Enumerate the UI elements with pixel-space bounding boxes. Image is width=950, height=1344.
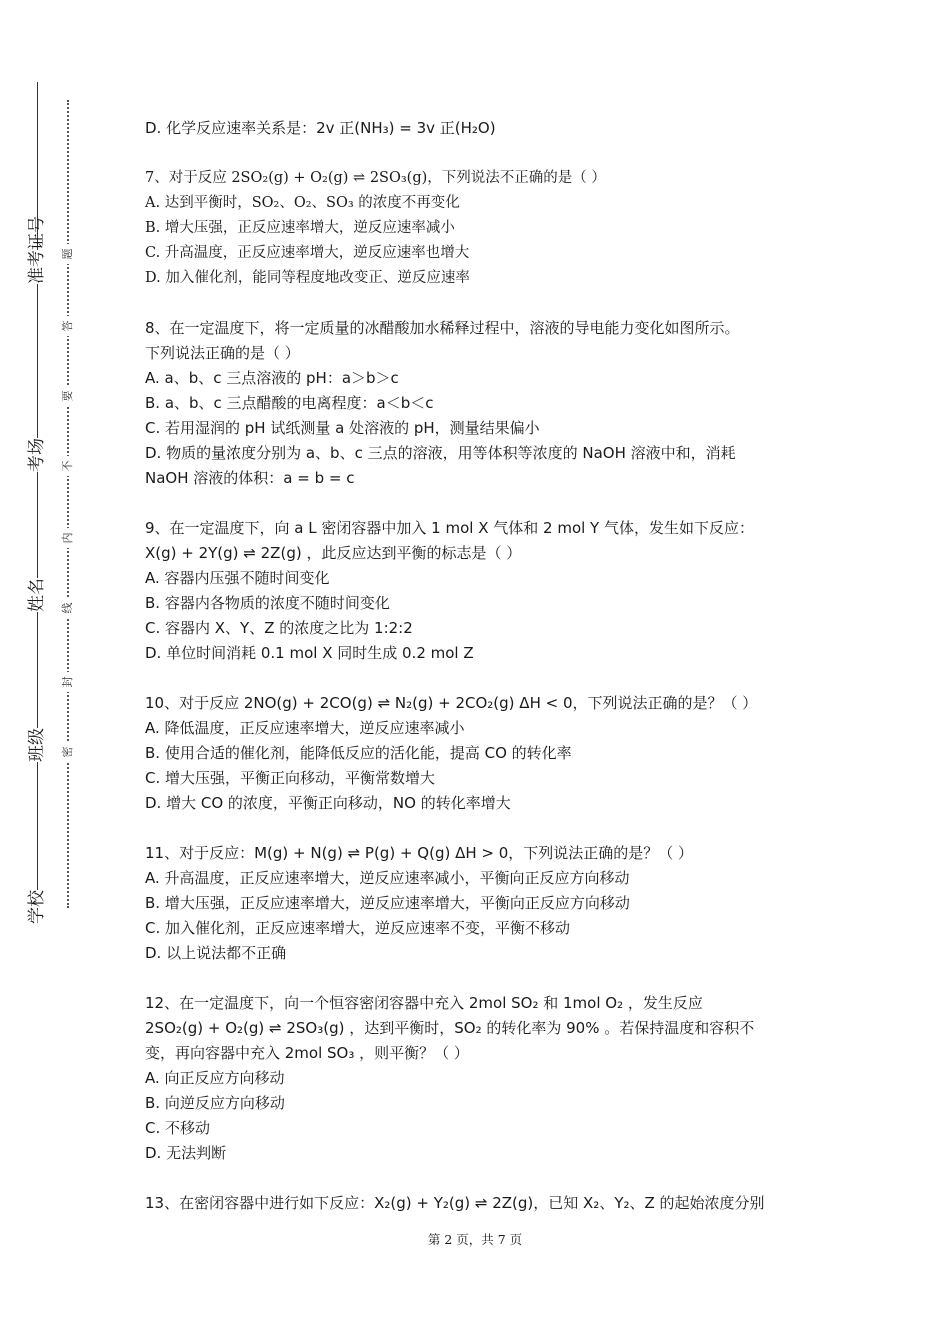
option-c: C. 升高温度，正反应速率增大，逆反应速率也增大 <box>145 245 470 261</box>
question-stem: 10、对于反应 2NO(g) + 2CO(g) ⇌ N₂(g) + 2CO₂(g) ΔH < 0，下列说法正确的是？（ ） <box>145 694 758 712</box>
seal-char-mi: 密 <box>58 742 78 762</box>
question-line: D. 化学反应速率关系是：2v 正(NH₃) = 3v 正(H₂O) <box>145 119 496 137</box>
field-exam-number: 准考证号 <box>20 250 54 284</box>
question-stem: 变，再向容器中充入 2mol SO₃ ，则平衡？（ ） <box>145 1044 469 1062</box>
option-b: B. 向逆反应方向移动 <box>145 1094 285 1112</box>
binding-solid-line <box>37 82 38 922</box>
question-stem: 12、在一定温度下，向一个恒容密闭容器中充入 2mol SO₂ 和 1mol O₂ ，发生反应 <box>145 994 703 1012</box>
option-a: A. a、b、c 三点溶液的 pH：a＞b＞c <box>145 369 399 387</box>
option-c: C. 不移动 <box>145 1119 211 1137</box>
option-a: A. 达到平衡时，SO₂、O₂、SO₃ 的浓度不再变化 <box>145 195 460 211</box>
option-a: A. 向正反应方向移动 <box>145 1069 285 1087</box>
option-b: B. 使用合适的催化剂，能降低反应的活化能，提高 CO 的转化率 <box>145 744 572 762</box>
option-b: B. a、b、c 三点醋酸的电离程度：a＜b＜c <box>145 394 434 412</box>
seal-char-ti: 题 <box>58 244 78 264</box>
question-13 <box>145 1191 815 1216</box>
option-d: D. 增大 CO 的浓度，平衡正向移动，NO 的转化率增大 <box>145 794 511 812</box>
option-d: D. 加入催化剂，能同等程度地改变正、逆反应速率 <box>145 270 470 286</box>
option-a: A. 降低温度，正反应速率增大，逆反应速率减小 <box>145 719 465 737</box>
field-name: 姓名 <box>20 578 54 612</box>
option-d: D. 物质的量浓度分别为 a、b、c 三点的溶液，用等体积等浓度的 NaOH 溶液中和，消耗 <box>145 444 736 462</box>
option-b: B. 容器内各物质的浓度不随时间变化 <box>145 594 390 612</box>
question-6-option-d <box>145 116 815 141</box>
question-9 <box>145 516 815 666</box>
question-stem: 2SO₂(g) + O₂(g) ⇌ 2SO₃(g) ，达到平衡时，SO₂ 的转化率为 90% 。若保持温度和容积不 <box>145 1019 755 1037</box>
question-stem: 11、对于反应：M(g) + N(g) ⇌ P(g) + Q(g) ΔH > 0，下列说法正确的是？（ ） <box>145 844 694 862</box>
seal-char-bu: 不 <box>58 456 78 476</box>
option-d: D. 以上说法都不正确 <box>145 944 287 962</box>
option-a: A. 容器内压强不随时间变化 <box>145 569 330 587</box>
question-stem: 7、对于反应 2SO₂(g) + O₂(g) ⇌ 2SO₃(g)，下列说法不正确的是（ ） <box>145 170 606 186</box>
option-d: D. 无法判断 <box>145 1144 227 1162</box>
option-c: C. 容器内 X、Y、Z 的浓度之比为 1:2:2 <box>145 619 413 637</box>
seal-char-nei: 内 <box>58 528 78 548</box>
binding-margin <box>0 0 110 1344</box>
question-stem: 9、在一定温度下，向 a L 密闭容器中加入 1 mol X 气体和 2 mol Y 气体，发生如下反应： <box>145 519 754 537</box>
seal-char-da: 答 <box>58 316 78 336</box>
field-exam-room: 考场 <box>20 438 54 472</box>
option-d: NaOH 溶液的体积：a = b = c <box>145 469 355 487</box>
seal-dotted-line <box>67 100 69 908</box>
question-stem: 8、在一定温度下，将一定质量的冰醋酸加水稀释过程中，溶液的导电能力变化如图所示。 <box>145 319 740 337</box>
question-content <box>145 116 815 1241</box>
option-c: C. 加入催化剂，正反应速率增大，逆反应速率不变，平衡不移动 <box>145 919 571 937</box>
question-stem: 13、在密闭容器中进行如下反应：X₂(g) + Y₂(g) ⇌ 2Z(g)，已知 X₂、Y₂、Z 的起始浓度分别 <box>145 1194 765 1212</box>
seal-char-yao: 要 <box>58 386 78 406</box>
option-d: D. 单位时间消耗 0.1 mol X 同时生成 0.2 mol Z <box>145 644 474 662</box>
option-c: C. 增大压强，平衡正向移动，平衡常数增大 <box>145 769 436 787</box>
page-footer: 第 2 页，共 7 页 <box>427 1232 523 1247</box>
option-a: A. 升高温度，正反应速率增大，逆反应速率减小，平衡向正反应方向移动 <box>145 869 630 887</box>
question-10 <box>145 691 815 816</box>
question-stem: 下列说法正确的是（ ） <box>145 344 300 362</box>
field-class: 班级 <box>20 728 54 762</box>
option-b: B. 增大压强，正反应速率增大，逆反应速率增大，平衡向正反应方向移动 <box>145 894 630 912</box>
option-c: C. 若用湿润的 pH 试纸测量 a 处溶液的 pH，测量结果偏小 <box>145 419 540 437</box>
question-8 <box>145 316 815 491</box>
seal-char-feng: 封 <box>58 672 78 692</box>
field-school: 学校 <box>20 890 54 924</box>
question-11 <box>145 841 815 966</box>
question-7 <box>145 166 815 291</box>
question-12 <box>145 991 815 1166</box>
option-b: B. 增大压强，正反应速率增大，逆反应速率减小 <box>145 220 455 236</box>
seal-char-xian: 线 <box>58 598 78 618</box>
question-stem: X(g) + 2Y(g) ⇌ 2Z(g) ，此反应达到平衡的标志是（ ） <box>145 544 522 562</box>
